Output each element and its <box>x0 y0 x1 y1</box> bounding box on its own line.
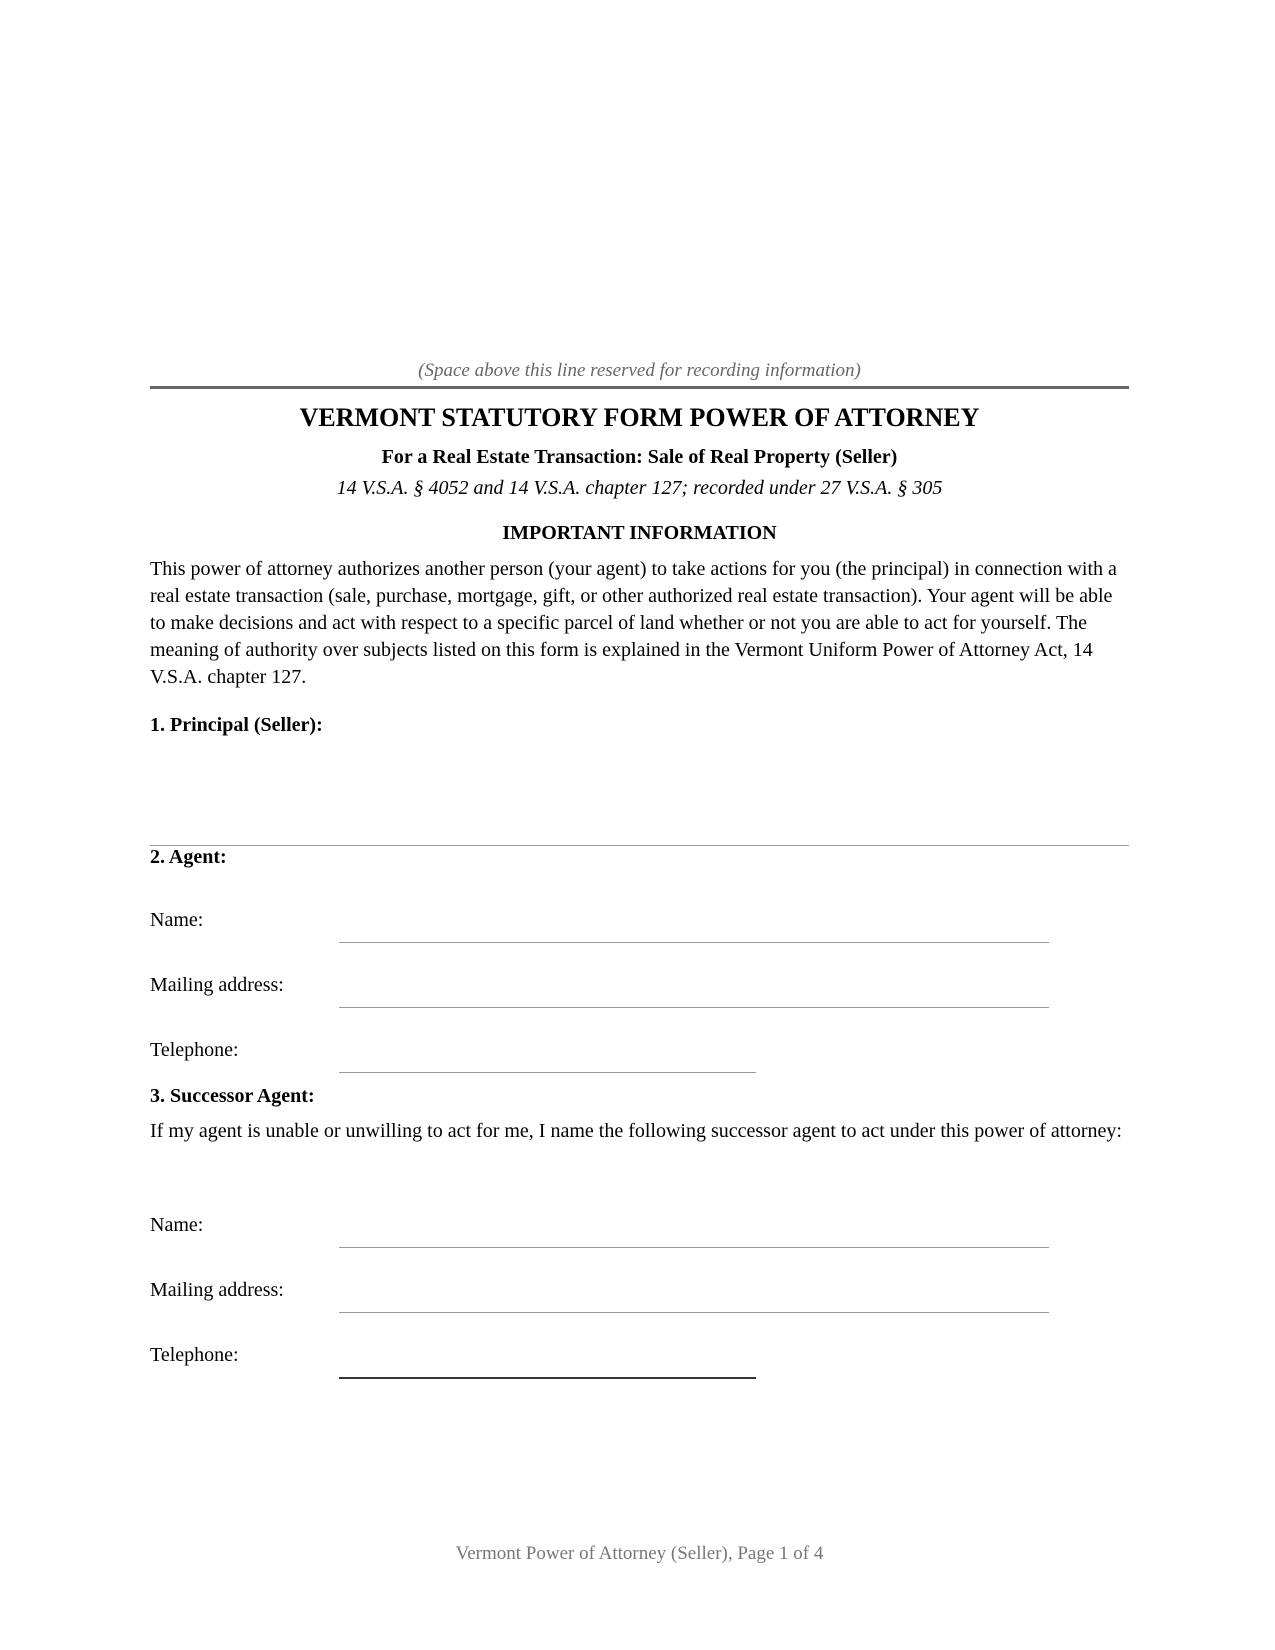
recording-space-note: (Space above this line reserved for recording information) <box>418 360 861 381</box>
successor-agent-intro: If my agent is unable or unwilling to act for me, I name the following successor agent to act under this power of attorney: <box>150 1120 1122 1142</box>
agent-name-field[interactable] <box>339 920 1049 943</box>
agent-address-field[interactable] <box>339 985 1049 1008</box>
recording-divider <box>150 386 1129 389</box>
successor-phone-field[interactable] <box>339 1355 756 1379</box>
successor-name-label: Name: <box>150 1214 204 1236</box>
document-title: VERMONT STATUTORY FORM POWER OF ATTORNEY <box>299 403 980 432</box>
successor-address-label: Mailing address: <box>150 1279 284 1301</box>
statute-citation: 14 V.S.A. § 4052 and 14 V.S.A. chapter 127; recorded under 27 V.S.A. § 305 <box>336 477 943 499</box>
agent-name-label: Name: <box>150 909 204 931</box>
agent-phone-field[interactable] <box>339 1050 756 1073</box>
important-information-heading: IMPORTANT INFORMATION <box>502 522 777 544</box>
important-information-text: This power of attorney authorizes another person (your agent) to take actions for you (the principal) in connection with a real estate transaction (sale, purchase, mortgage, gift, or other authorized real estate transaction). Your agent will be able to make decisions and act with respect to a specific parcel of land whether or not you are able to act for yourself. The meaning of authority over subjects listed on this form is explained in the Vermont Uniform Power of Attorney Act, 14 V.S.A. chapter 127. <box>150 558 1117 688</box>
agent-phone-label: Telephone: <box>150 1039 239 1061</box>
successor-address-field[interactable] <box>339 1290 1049 1313</box>
document-subtitle: For a Real Estate Transaction: Sale of Real Property (Seller) <box>381 446 898 468</box>
principal-section-divider <box>150 845 1129 846</box>
principal-heading: 1. Principal (Seller): <box>150 714 323 736</box>
successor-agent-heading: 3. Successor Agent: <box>150 1085 315 1107</box>
successor-phone-label: Telephone: <box>150 1344 239 1366</box>
successor-name-field[interactable] <box>339 1225 1049 1248</box>
page-footer: Vermont Power of Attorney (Seller), Page 1 of 4 <box>455 1543 824 1564</box>
agent-address-label: Mailing address: <box>150 974 284 996</box>
agent-heading: 2. Agent: <box>150 846 227 868</box>
